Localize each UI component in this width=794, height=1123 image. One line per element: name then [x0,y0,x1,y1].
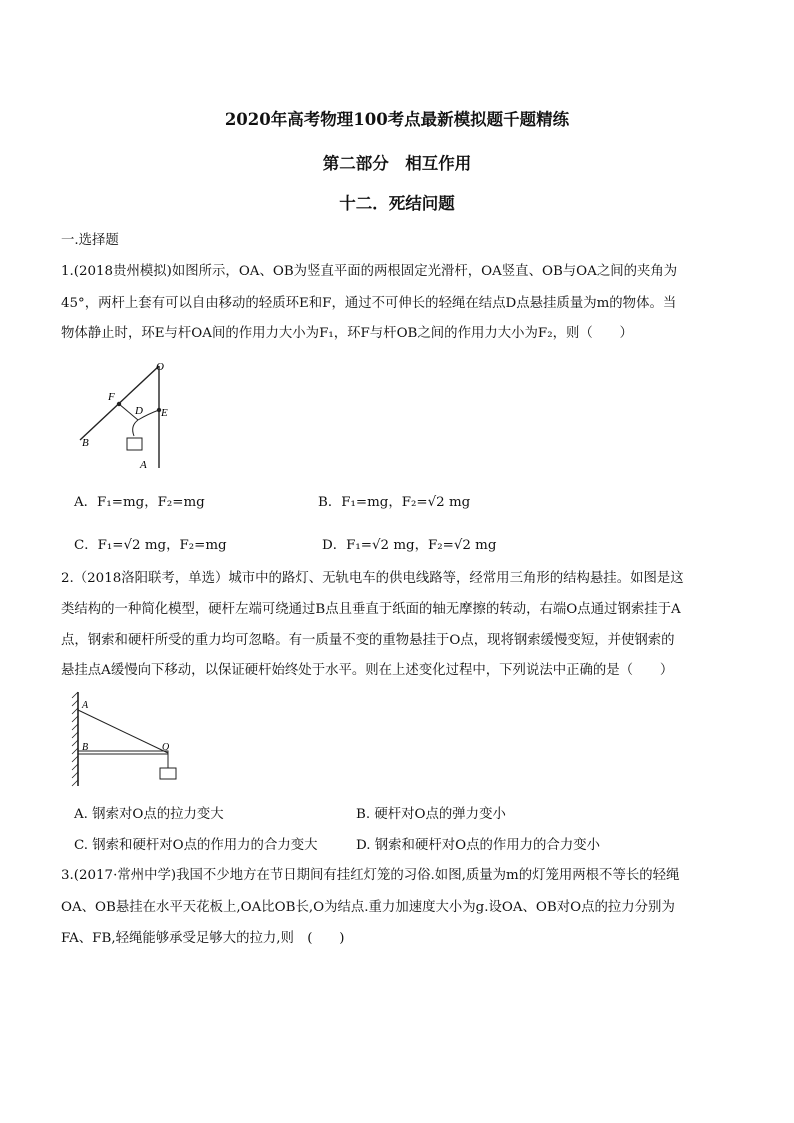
q1-option-d: D．F₁=√2 mg，F₂=√2 mg [322,538,497,553]
rigid-rod [78,751,168,754]
steel-cable [78,710,168,753]
q2-option-b: B. 硬杆对O点的弹力变小 [356,807,506,822]
topic-heading: 十二．死结问题 [339,194,455,213]
q1-rod-figure [72,358,182,473]
label-b: B [82,437,89,449]
q1-option-a: A．F₁=mg，F₂=mg [74,495,205,510]
q3-line-2: OA、OB悬挂在水平天花板上,OA比OB长,O为结点.重力加速度大小为g.设OA、OB对O点的拉力分别为 [61,900,675,915]
label-a: A [82,700,89,711]
label-o: O [162,742,170,753]
q2-line-1: 2.（2018洛阳联考，单选）城市中的路灯、无轨电车的供电线路等，经常用三角形的结构悬挂。如图是这 [61,571,684,586]
q3-line-1: 3.(2017·常州中学)我国不少地方在节日期间有挂红灯笼的习俗.如图,质量为m的灯笼用两根不等长的轻绳 [61,868,680,883]
label-d: D [135,405,143,417]
q2-line-2: 类结构的一种简化模型，硬杆左端可绕通过B点且垂直于纸面的轴无摩擦的转动，右端O点通过钢索挂于A [61,602,681,617]
q2-option-d: D. 钢索和硬杆对O点的作用力的合力变小 [356,838,600,853]
q2-line-4: 悬挂点A缓慢向下移动，以保证硬杆始终处于水平。则在上述变化过程中，下列说法中正确的是（ ） [61,663,674,678]
q2-bracket-figure [68,690,188,790]
label-o: O [156,361,164,373]
q1-option-c: C．F₁=√2 mg，F₂=mg [74,538,227,553]
section-label: 一.选择题 [61,233,119,248]
wall-hatching [72,692,78,786]
q1-line-3: 物体静止时，环E与杆OA间的作用力大小为F₁，环F与杆OB之间的作用力大小为F₂，则（ ） [61,326,633,341]
q2-option-c: C. 钢索和硬杆对O点的作用力的合力变大 [74,838,318,853]
q2-line-3: 点，钢索和硬杆所受的重力均可忽略。有一质量不变的重物悬挂于O点，现将钢索缓慢变短，并使钢索的 [61,633,675,648]
q1-line-1: 1.(2018贵州模拟)如图所示，OA、OB为竖直平面的两根固定光滑杆，OA竖直、OB与OA之间的夹角为 [61,264,678,279]
hanging-mass [127,438,142,450]
hanging-weight [160,768,176,779]
part-heading: 第二部分 相互作用 [322,154,472,173]
label-e: E [161,407,168,419]
q1-option-b: B．F₁=mg，F₂=√2 mg [318,495,471,510]
label-f: F [108,391,115,403]
q2-option-a: A. 钢索对O点的拉力变大 [74,807,224,822]
q3-line-3: FA、FB,轻绳能够承受足够大的拉力,则 ( ) [61,931,345,946]
label-a: A [140,459,147,471]
label-b: B [82,742,89,753]
document-title: 2020年高考物理100考点最新模拟题千题精练 [224,110,570,129]
q1-line-2: 45°，两杆上套有可以自由移动的轻质环E和F，通过不可伸长的轻绳在结点D点悬挂质量为m的物体。当 [61,296,677,311]
ring-f [117,402,121,406]
rope-weight [133,420,138,436]
